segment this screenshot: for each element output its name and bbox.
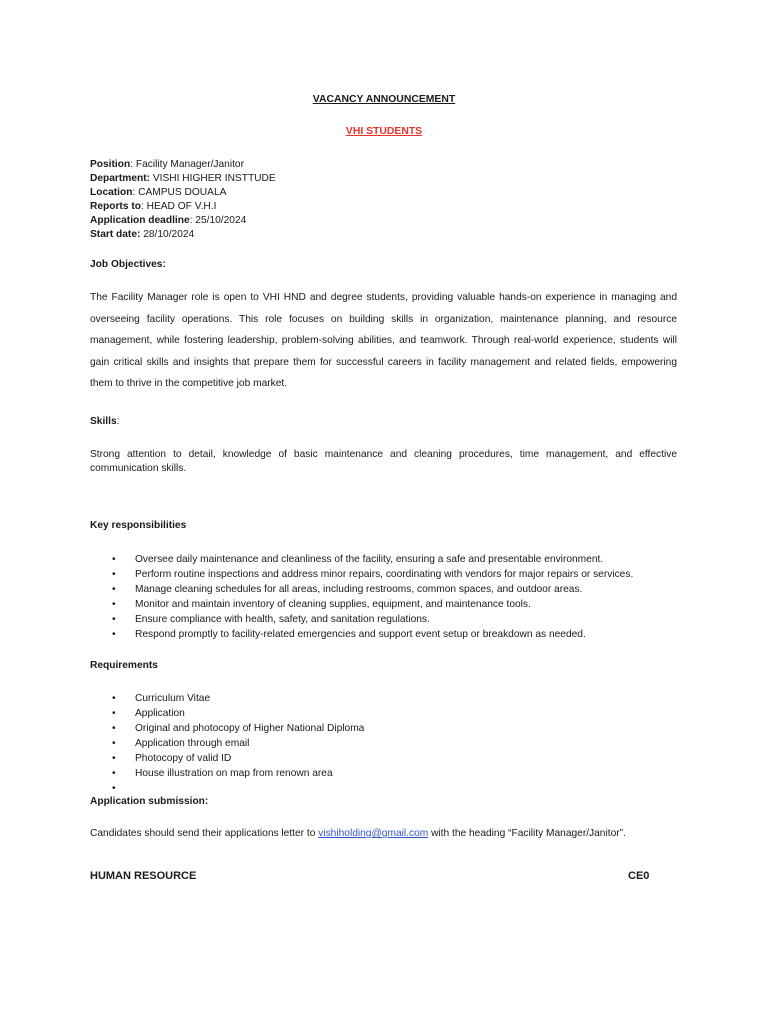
submission-heading: Application submission: [90, 796, 209, 807]
bullet-icon: • [112, 584, 116, 595]
responsibilities-heading: Key responsibilities [90, 520, 187, 531]
objectives-heading: Job Objectives: [90, 259, 166, 270]
bullet-icon: • [112, 768, 116, 779]
bullet-icon: • [112, 614, 116, 625]
detail-label: Department: [90, 173, 151, 184]
bullet-icon: • [112, 629, 116, 640]
bullet-icon: • [112, 693, 116, 704]
list-item-text: Respond promptly to facility-related emergencies and support event setup or breakdown as needed. [135, 629, 586, 640]
skills-heading-colon: : [116, 416, 120, 427]
list-item [90, 552, 633, 567]
responsibilities-list [90, 552, 633, 642]
list-item [90, 781, 364, 796]
position-details [90, 158, 276, 242]
bullet-icon: • [112, 753, 116, 764]
bullet-icon: • [112, 783, 116, 794]
submission-text-after: with the heading “Facility Manager/Janitor”. [428, 828, 626, 839]
detail-start-date [90, 228, 276, 242]
list-item-text: Manage cleaning schedules for all areas, including restrooms, common spaces, and outdoor areas. [135, 584, 583, 595]
detail-reports-to [90, 200, 276, 214]
detail-label: Start date: [90, 229, 141, 240]
detail-label: Location [90, 187, 133, 198]
skills-text: Strong attention to detail, knowledge of basic maintenance and cleaning procedures, time management, and effective communication skills. [90, 449, 677, 474]
list-item [90, 706, 364, 721]
submission-text-before: Candidates should send their applications letter to [90, 828, 319, 839]
detail-label: Application deadline [90, 215, 190, 226]
bullet-icon: • [112, 554, 116, 565]
list-item [90, 691, 364, 706]
detail-label: Reports to [90, 201, 141, 212]
requirements-heading: Requirements [90, 660, 158, 671]
list-item [90, 627, 633, 642]
detail-label: Position [90, 159, 131, 170]
list-item [90, 751, 364, 766]
signature-human-resource: HUMAN RESOURCE [90, 870, 197, 882]
list-item-text: Perform routine inspections and address minor repairs, coordinating with vendors for major repairs or services. [135, 569, 634, 580]
submission-text [90, 827, 710, 841]
list-item [90, 736, 364, 751]
list-item [90, 612, 633, 627]
list-item [90, 567, 633, 582]
email-link[interactable]: vishiholding@gmail.com [318, 828, 429, 839]
detail-value: : 25/10/2024 [189, 215, 247, 226]
requirements-list [90, 691, 364, 796]
skills-heading-line [90, 415, 119, 429]
detail-deadline [90, 214, 276, 228]
detail-department [90, 172, 276, 186]
bullet-icon: • [112, 723, 116, 734]
list-item-text: Application [135, 708, 185, 719]
list-item-text: Photocopy of valid ID [135, 753, 232, 764]
list-item-text: Oversee daily maintenance and cleanliness of the facility, ensuring a safe and presentable environment. [135, 554, 604, 565]
detail-location [90, 186, 276, 200]
list-item [90, 597, 633, 612]
list-item-text: Application through email [135, 738, 250, 749]
bullet-icon: • [112, 569, 116, 580]
detail-value: : HEAD OF V.H.I [140, 201, 217, 212]
detail-value: VISHI HIGHER INSTTUDE [150, 173, 276, 184]
skills-heading: Skills [90, 416, 117, 427]
list-item [90, 582, 633, 597]
document-title: VACANCY ANNOUNCEMENT [312, 94, 456, 105]
list-item-text: Monitor and maintain inventory of cleaning supplies, equipment, and maintenance tools. [135, 599, 531, 610]
detail-value: 28/10/2024 [140, 229, 195, 240]
objectives-text: The Facility Manager role is open to VHI HND and degree students, providing valuable hands-on experience in managing and overseeing facility operations. This role focuses on building skills in organization, maintenance planning, and resource management, while fostering leadership, problem-solving abilities, and teamwork. Through real-world experience, students will gain critical skills and insights that prepare them for successful careers in facility management and related fields, empowering them to thrive in the competitive job market. [90, 292, 677, 389]
detail-value: : Facility Manager/Janitor [130, 159, 244, 170]
list-item-text: Original and photocopy of Higher National Diploma [135, 723, 365, 734]
bullet-icon: • [112, 708, 116, 719]
bullet-icon: • [112, 738, 116, 749]
list-item [90, 721, 364, 736]
list-item-text: Curriculum Vitae [135, 693, 211, 704]
signature-ceo: CE0 [628, 870, 650, 882]
list-item-text: House illustration on map from renown area [135, 768, 333, 779]
document-subtitle: VHI STUDENTS [345, 126, 423, 137]
list-item [90, 766, 364, 781]
detail-position [90, 158, 276, 172]
list-item-text: Ensure compliance with health, safety, and sanitation regulations. [135, 614, 430, 625]
detail-value: : CAMPUS DOUALA [132, 187, 227, 198]
bullet-icon: • [112, 599, 116, 610]
